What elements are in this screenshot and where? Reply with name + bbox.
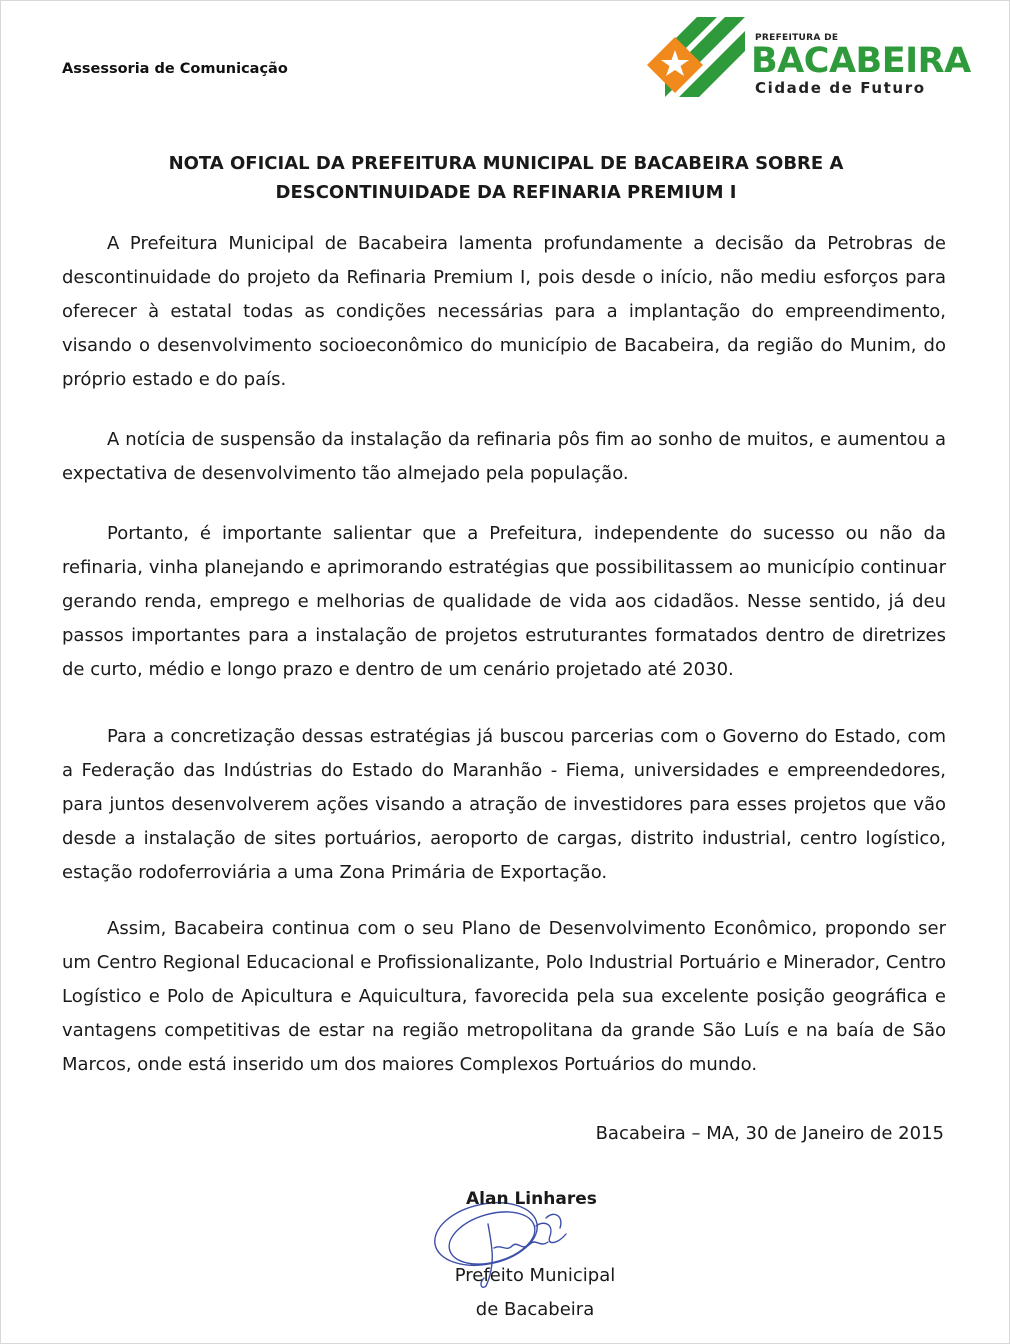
logo-name: BACABEIRA xyxy=(751,41,971,81)
paragraph-1: A Prefeitura Municipal de Bacabeira lamenta profundamente a decisão da Petrobras de descontinuidade do projeto da Refinaria Premium I, pois desde o início, não mediu esforços para oferecer à estatal todas as condições necessárias para a implantação do empreendimento, visando o desenvolvimento socioeconômico do município de Bacabeira, da região do Munim, do próprio estado e do país. xyxy=(62,233,946,390)
role-line-1: Prefeito Municipal xyxy=(454,1265,616,1286)
paragraph-2: A notícia de suspensão da instalação da refinaria pôs fim ao sonho de muitos, e aumentou a expectativa de desenvolvimento tão almejado pela população. xyxy=(62,429,946,484)
paragraph-5: Assim, Bacabeira continua com o seu Plano de Desenvolvimento Econômico, propondo ser um Centro Regional Educacional e Profissionalizante, Polo Industrial Portuário e Minerador, Centro Logístico e Polo de Apicultura e Aquicultura, favorecida pela sua excelente posição geográfica e vantagens competitivas de estar na região metropolitana da grande São Luís e na baía de São Marcos, onde está inserido um dos maiores Complexos Portuários do mundo. xyxy=(62,918,946,1075)
logo-prefix: PREFEITURA DE xyxy=(755,33,839,43)
title-line-1: NOTA OFICIAL DA PREFEITURA MUNICIPAL DE BACABEIRA SOBRE A xyxy=(168,153,844,174)
logo-tagline: Cidade de Futuro xyxy=(755,79,926,97)
signatory-role xyxy=(443,1259,627,1327)
paragraph-4: Para a concretização dessas estratégias já buscou parcerias com o Governo do Estado, com a Federação das Indústrias do Estado do Maranhão - Fiema, universidades e empreendedores, para juntos desenvolverem ações visando a atração de investidores para esses projetos que vão desde a instalação de sites portuários, aeroporto de cargas, distrito industrial, centro logístico, estação rodoferroviária a uma Zona Primária de Exportação. xyxy=(62,726,946,883)
document-title xyxy=(61,149,951,207)
signatory-name: Alan Linhares xyxy=(466,1189,597,1209)
paragraph-3: Portanto, é importante salientar que a Prefeitura, independente do sucesso ou não da refinaria, vinha planejando e aprimorando estratégias que possibilitassem ao município continuar gerando renda, emprego e melhorias de qualidade de vida aos cidadãos. Nesse sentido, já deu passos importantes para a instalação de projetos estruturantes formatados dentro de diretrizes de curto, médio e longo prazo e dentro de um cenário projetado até 2030. xyxy=(62,523,946,680)
role-line-2: de Bacabeira xyxy=(475,1299,595,1320)
title-line-2: DESCONTINUIDADE DA REFINARIA PREMIUM I xyxy=(275,182,737,203)
department-label: Assessoria de Comunicação xyxy=(62,61,288,77)
bacabeira-logo xyxy=(645,15,971,105)
date-line: Bacabeira – MA, 30 de Janeiro de 2015 xyxy=(595,1123,944,1144)
star-emblem-icon xyxy=(645,17,749,97)
